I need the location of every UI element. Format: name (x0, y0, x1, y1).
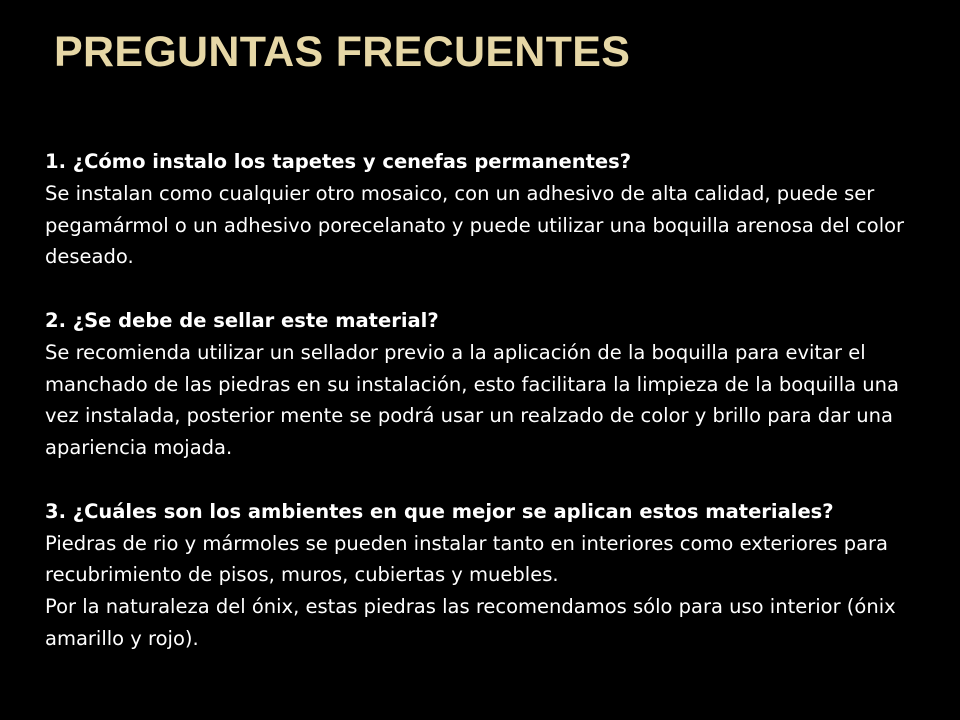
page-title: PREGUNTAS FRECUENTES (54, 28, 631, 76)
faq-answer: Piedras de rio y mármoles se pueden instalar tanto en interiores como exteriores para recubrimiento de pisos, muros, cubiertas y muebles. (45, 531, 889, 587)
faq-answer: Por la naturaleza del ónix, estas piedras las recomendamos sólo para uso interior (ónix amarillo y rojo). (45, 595, 896, 650)
faq-question: 2. ¿Se debe de sellar este material? (45, 308, 439, 332)
faq-item-3 (45, 496, 925, 655)
faq-list (45, 146, 925, 655)
faq-item-2 (45, 305, 925, 464)
faq-answer: Se recomienda utilizar un sellador previo a la aplicación de la boquilla para evitar el manchado de las piedras en su instalación, esto facilitara la limpieza de la boquilla una vez instalada, posterior mente se podrá usar un realzado de color y brillo para dar una apariencia mojada. (45, 340, 899, 460)
faq-question: 1. ¿Cómo instalo los tapetes y cenefas permanentes? (45, 150, 632, 173)
faq-item-1 (45, 146, 925, 273)
faq-question: 3. ¿Cuáles son los ambientes en que mejor se aplican estos materiales? (45, 499, 834, 523)
faq-answer: Se instalan como cualquier otro mosaico, con un adhesivo de alta calidad, puede ser pegamármol o un adhesivo porecelanato y puede utilizar una boquilla arenosa del color deseado. (45, 181, 905, 269)
